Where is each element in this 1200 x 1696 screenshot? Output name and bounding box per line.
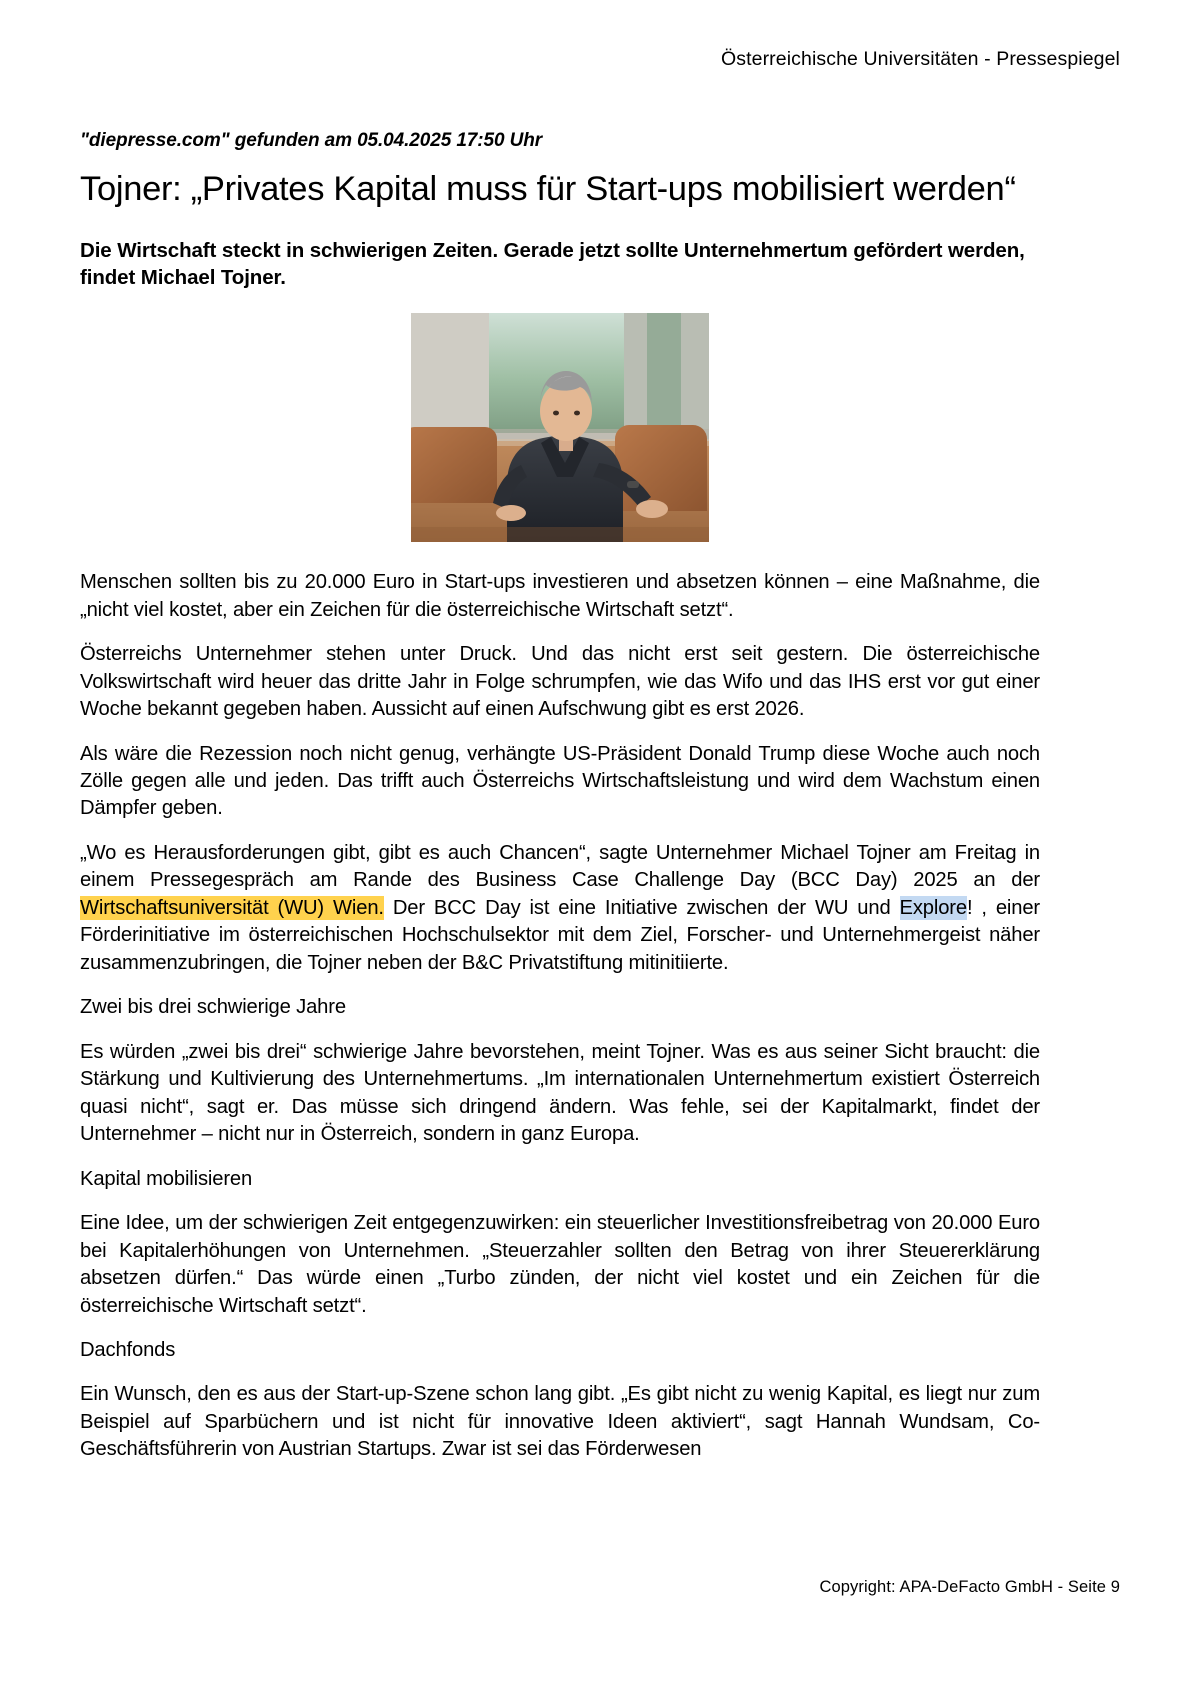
- footer-copyright: Copyright: APA-DeFacto GmbH - Seite 9: [819, 1578, 1120, 1596]
- paragraph: Es würden „zwei bis drei“ schwierige Jahre bevorstehen, meint Tojner. Was es aus seiner Sicht braucht: die Stärkung und Kultivierung des Unternehmertums. „Im internationalen Unternehmertum existiert Österreich quasi nicht“, sagt er. Das müsse sich dringend ändern. Was fehle, sei der Kapitalmarkt, findet der Unternehmer – nicht nur in Österreich, sondern in ganz Europa.: [80, 1040, 1040, 1146]
- document-footer: [80, 1578, 1120, 1597]
- paragraph: Als wäre die Rezession noch nicht genug, verhängte US-Präsident Donald Trump diese Woche auch noch Zölle gegen alle und jeden. Das trifft auch Österreichs Wirtschaftsleistung und wird dem Wachstum einen Dämpfer geben.: [80, 742, 1040, 820]
- section-heading: Kapital mobilisieren: [80, 1167, 253, 1190]
- paragraph: Österreichs Unternehmer stehen unter Druck. Und das nicht erst seit gestern. Die österreichische Volkswirtschaft wird heuer das dritte Jahr in Folge schrumpfen, wie das Wifo und das IHS erst vor gut einer Woche bekannt gegeben haben. Aussicht auf einen Aufschwung gibt es erst 2026.: [80, 643, 1040, 721]
- article-headline: Tojner: „Privates Kapital muss für Start-ups mobilisiert werden“: [80, 169, 1016, 208]
- article-content: [80, 128, 1040, 1464]
- article-body: [80, 569, 1040, 1464]
- paragraph: Ein Wunsch, den es aus der Start-up-Szene schon lang gibt. „Es gibt nicht zu wenig Kapital, es liegt nur zum Beispiel auf Sparbüchern und ist nicht für innovative Ideen aktiviert“, sagt Hannah Wundsam, Co-Geschäftsführerin von Austrian Startups. Zwar ist sei das Förderwesen: [80, 1383, 1040, 1461]
- highlight-wu-wien: Wirtschaftsuniversität (WU) Wien.: [80, 896, 384, 919]
- paragraph-text-segment: „Wo es Herausforderungen gibt, gibt es auch Chancen“, sagte Unternehmer Michael Tojner am Freitag in einem Pressegespräch am Rande des Business Case Challenge Day (BCC Day) 2025 an der: [80, 841, 1040, 892]
- highlight-explore: Explore: [899, 896, 967, 919]
- paragraph-text-segment: ! , einer Förderinitiative im österreichischen Hochschulsektor mit dem Ziel, Forscher- und Unternehmergeist näher zusammenzubringen, die Tojner neben der B&C Privatstiftung mitinitiierte.: [80, 896, 1040, 974]
- section-heading: Zwei bis drei schwierige Jahre: [80, 996, 346, 1019]
- paragraph-with-highlights: [80, 840, 1040, 977]
- article-figure: [80, 313, 1040, 547]
- document-header: [80, 48, 1120, 71]
- paragraph: Menschen sollten bis zu 20.000 Euro in Start-ups investieren und absetzen können – eine Maßnahme, die „nicht viel kostet, aber ein Zeichen für die österreichische Wirtschaft setzt“.: [80, 571, 1040, 621]
- paragraph-text-segment: Der BCC Day ist eine Initiative zwischen der WU und: [383, 896, 900, 919]
- section-heading: Dachfonds: [80, 1338, 176, 1361]
- article-source-line: "diepresse.com" gefunden am 05.04.2025 17:50 Uhr: [80, 130, 543, 151]
- article-photo: [411, 313, 709, 542]
- paragraph: Eine Idee, um der schwierigen Zeit entgegenzuwirken: ein steuerlicher Investitionsfreibetrag von 20.000 Euro bei Kapitalerhöhungen von Unternehmen. „Steuerzahler sollten den Betrag von ihrer Steuererklärung absetzen dürfen.“ Das würde einen „Turbo zünden, der nicht viel kostet und ein Zeichen für die österreichische Wirtschaft setzt“.: [80, 1212, 1040, 1317]
- article-subheadline: Die Wirtschaft steckt in schwierigen Zeiten. Gerade jetzt sollte Unternehmertum gefördert werden, findet Michael Tojner.: [80, 239, 1025, 290]
- document-header-title: Österreichische Universitäten - Pressespiegel: [721, 48, 1120, 70]
